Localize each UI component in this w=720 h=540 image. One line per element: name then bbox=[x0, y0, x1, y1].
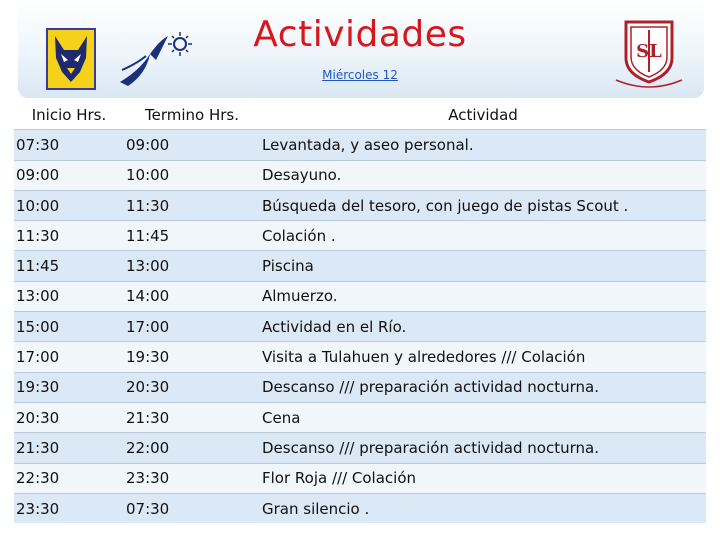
table-row bbox=[14, 312, 706, 342]
activity-cell: Piscina bbox=[260, 251, 706, 281]
table-header-row bbox=[14, 100, 706, 130]
table-row bbox=[14, 190, 706, 220]
end-time-cell: 19:30 bbox=[124, 342, 260, 372]
start-time-cell: 10:00 bbox=[14, 190, 124, 220]
end-time-cell: 10:00 bbox=[124, 160, 260, 190]
table-row bbox=[14, 493, 706, 523]
start-time-cell: 22:30 bbox=[14, 463, 124, 493]
activity-cell: Cena bbox=[260, 402, 706, 432]
end-time-cell: 09:00 bbox=[124, 130, 260, 160]
table-row bbox=[14, 433, 706, 463]
column-header-start: Inicio Hrs. bbox=[14, 100, 124, 130]
activity-cell: Desayuno. bbox=[260, 160, 706, 190]
start-time-cell: 09:00 bbox=[14, 160, 124, 190]
start-time-cell: 07:30 bbox=[14, 130, 124, 160]
column-header-end: Termino Hrs. bbox=[124, 100, 260, 130]
end-time-cell: 11:30 bbox=[124, 190, 260, 220]
end-time-cell: 20:30 bbox=[124, 372, 260, 402]
activity-cell: Visita a Tulahuen y alrededores /// Colación bbox=[260, 342, 706, 372]
table-row bbox=[14, 463, 706, 493]
date-subtitle: Miércoles 12 bbox=[322, 68, 398, 82]
end-time-cell: 11:45 bbox=[124, 221, 260, 251]
start-time-cell: 13:00 bbox=[14, 281, 124, 311]
end-time-cell: 22:00 bbox=[124, 433, 260, 463]
end-time-cell: 23:30 bbox=[124, 463, 260, 493]
activity-cell: Descanso /// preparación actividad nocturna. bbox=[260, 433, 706, 463]
table-row bbox=[14, 160, 706, 190]
table-row bbox=[14, 342, 706, 372]
end-time-cell: 07:30 bbox=[124, 493, 260, 523]
start-time-cell: 15:00 bbox=[14, 312, 124, 342]
table-row bbox=[14, 281, 706, 311]
activity-cell: Búsqueda del tesoro, con juego de pistas Scout . bbox=[260, 190, 706, 220]
seal-text: SL bbox=[636, 41, 662, 62]
activity-cell: Descanso /// preparación actividad nocturna. bbox=[260, 372, 706, 402]
start-time-cell: 11:30 bbox=[14, 221, 124, 251]
table-row bbox=[14, 402, 706, 432]
table-row bbox=[14, 372, 706, 402]
activity-cell: Colación . bbox=[260, 221, 706, 251]
table-row bbox=[14, 221, 706, 251]
activity-cell: Flor Roja /// Colación bbox=[260, 463, 706, 493]
start-time-cell: 21:30 bbox=[14, 433, 124, 463]
table-row bbox=[14, 130, 706, 160]
activity-cell: Actividad en el Río. bbox=[260, 312, 706, 342]
start-time-cell: 20:30 bbox=[14, 402, 124, 432]
activity-cell: Levantada, y aseo personal. bbox=[260, 130, 706, 160]
start-time-cell: 17:00 bbox=[14, 342, 124, 372]
start-time-cell: 11:45 bbox=[14, 251, 124, 281]
end-time-cell: 14:00 bbox=[124, 281, 260, 311]
activity-cell: Almuerzo. bbox=[260, 281, 706, 311]
end-time-cell: 17:00 bbox=[124, 312, 260, 342]
activity-cell: Gran silencio . bbox=[260, 493, 706, 523]
column-header-activity: Actividad bbox=[260, 100, 706, 130]
start-time-cell: 23:30 bbox=[14, 493, 124, 523]
page-title: Actividades bbox=[253, 14, 467, 55]
start-time-cell: 19:30 bbox=[14, 372, 124, 402]
end-time-cell: 13:00 bbox=[124, 251, 260, 281]
end-time-cell: 21:30 bbox=[124, 402, 260, 432]
table-row bbox=[14, 251, 706, 281]
schedule-table bbox=[14, 100, 706, 523]
